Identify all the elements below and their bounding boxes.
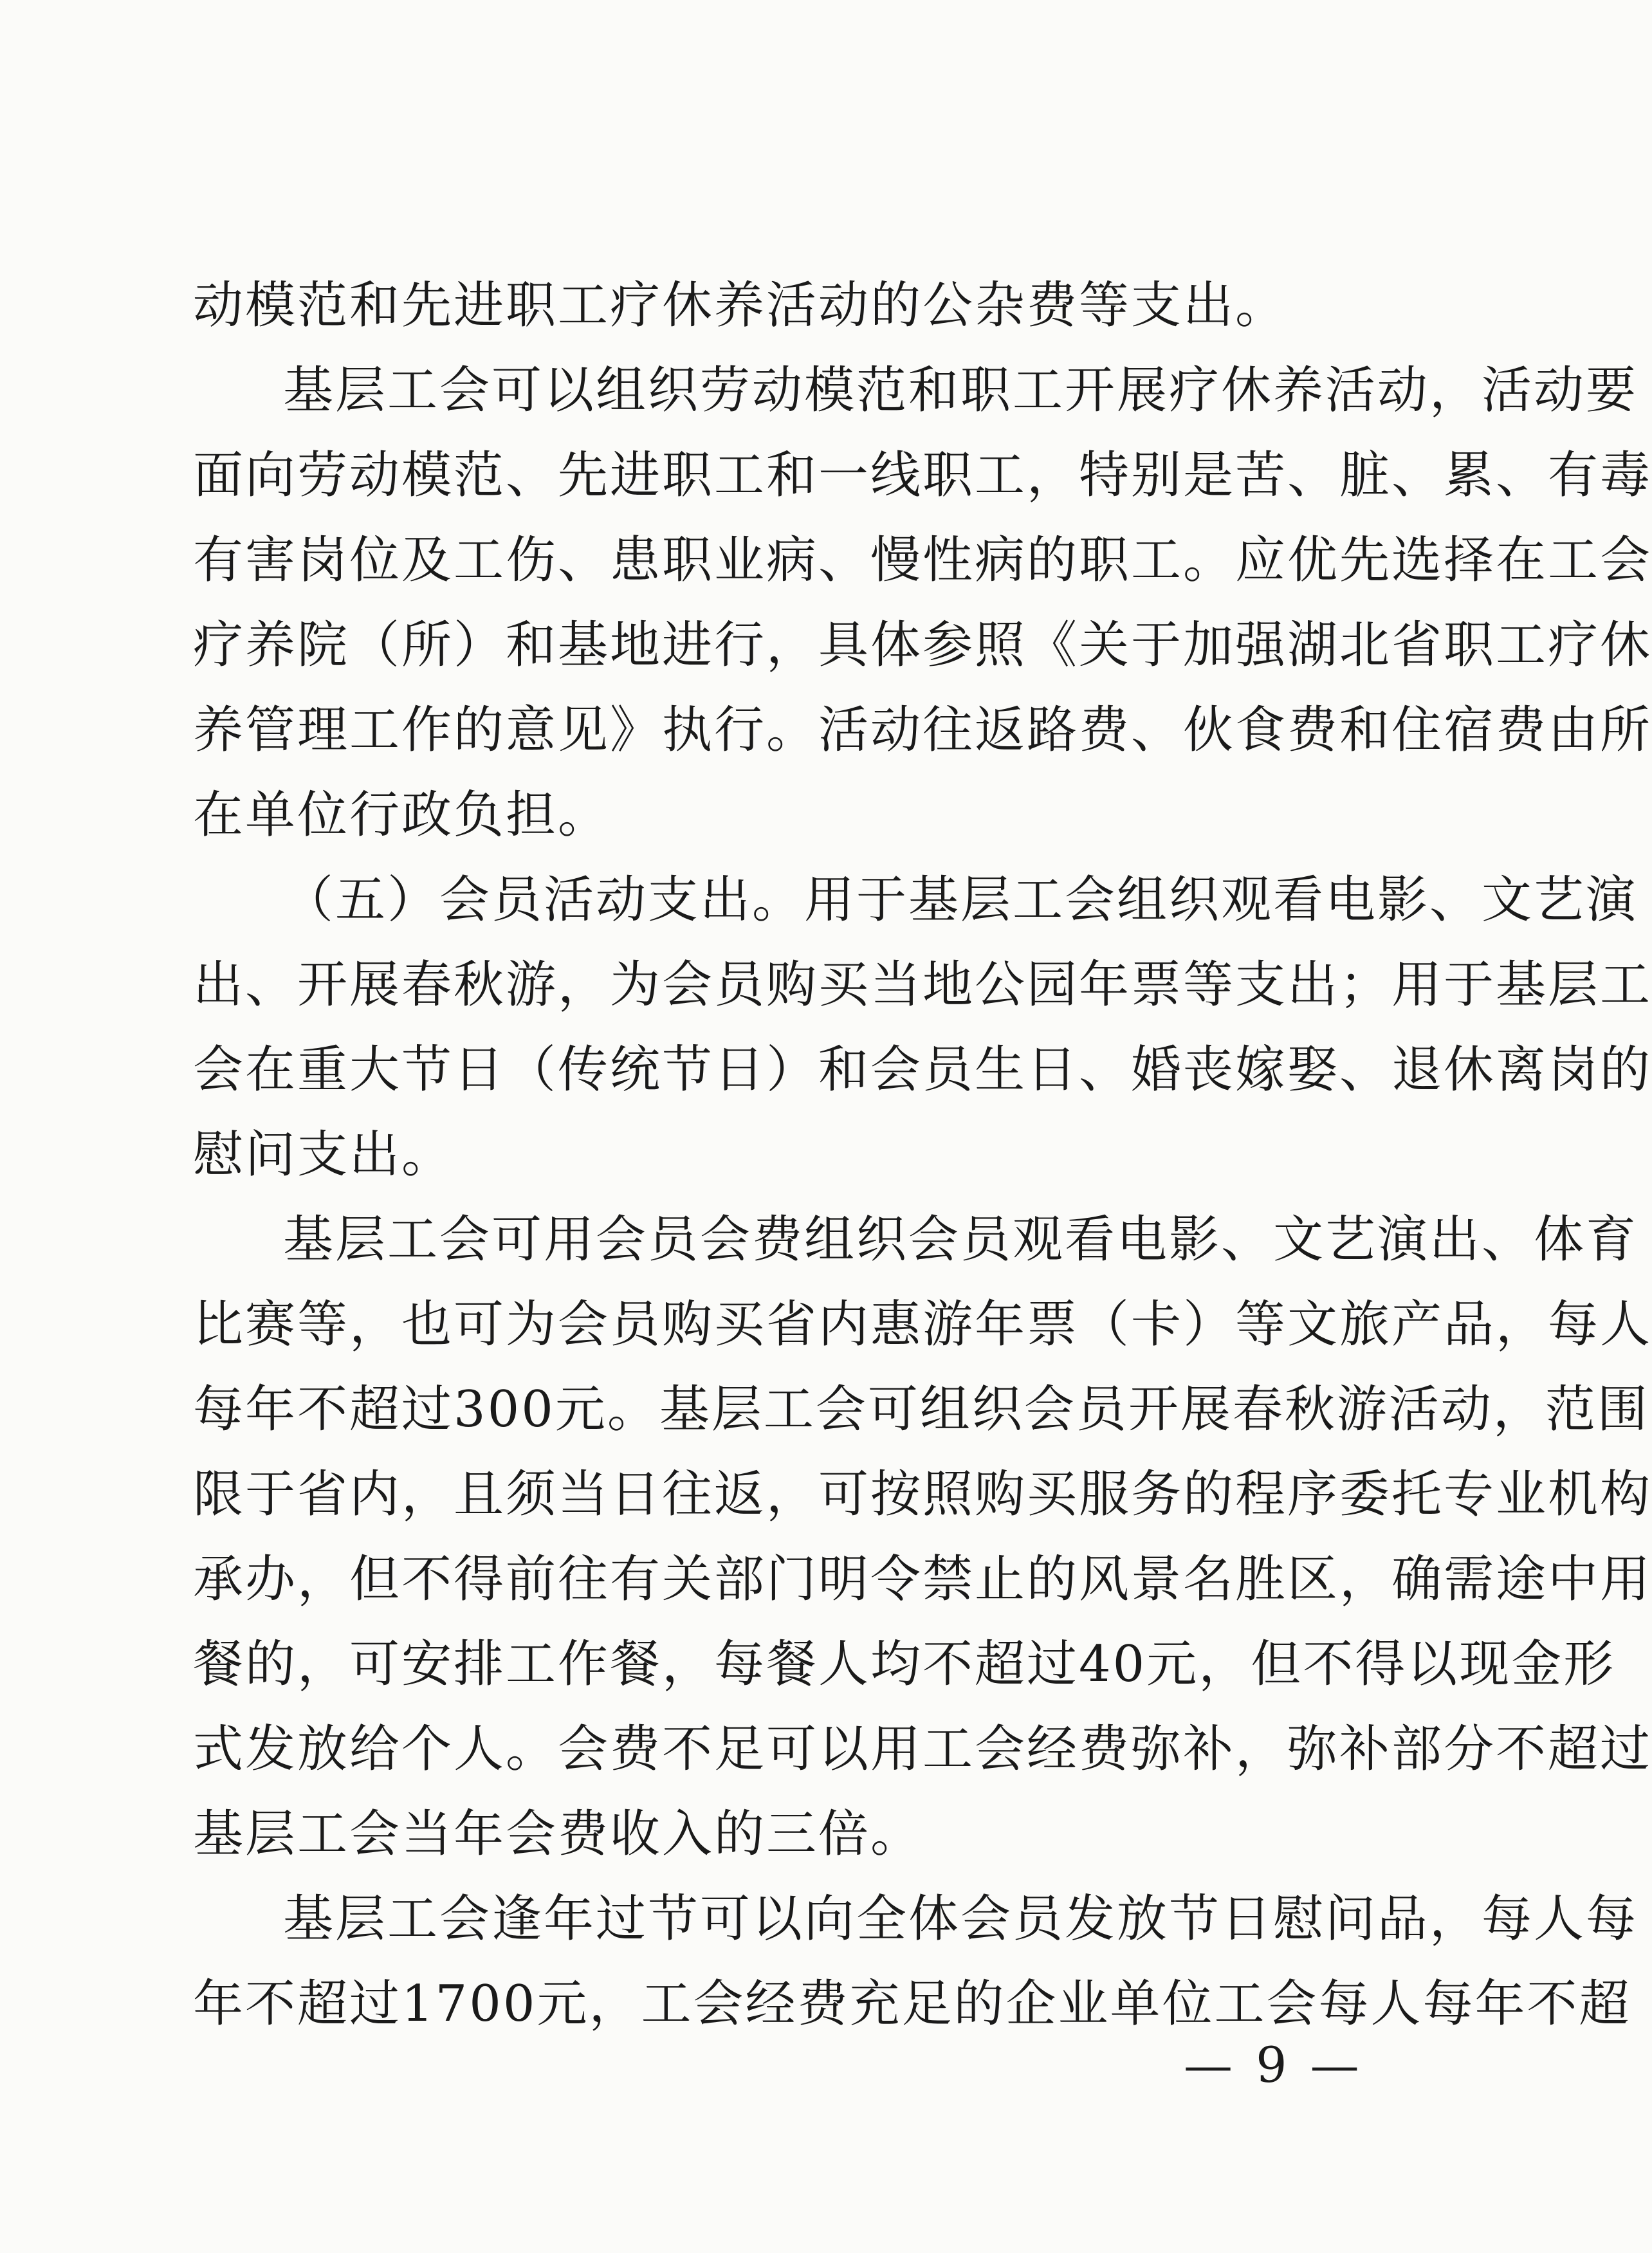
text-line: 限于省内，且须当日往返，可按照购买服务的程序委托专业机构 — [193, 1466, 1652, 1523]
text-line: 疗养院（所）和基地进行，具体参照《关于加强湖北省职工疗休 — [193, 616, 1652, 674]
text-line: 在单位行政负担。 — [193, 786, 610, 844]
text-line: 基层工会当年会费收入的三倍。 — [193, 1805, 923, 1863]
text-line: 比赛等，也可为会员购买省内惠游年票（卡）等文旅产品，每人 — [193, 1296, 1652, 1354]
text-line: 式发放给个人。会费不足可以用工会经费弥补，弥补部分不超过 — [193, 1720, 1652, 1778]
text-line: 慰问支出。 — [193, 1126, 454, 1184]
text-line: 每年不超过300元。基层工会可组织会员开展春秋游活动，范围 — [193, 1381, 1649, 1439]
text-line: 养管理工作的意见》执行。活动往返路费、伙食费和住宿费由所 — [193, 701, 1652, 759]
text-line: 年不超过1700元，工会经费充足的企业单位工会每人每年不超 — [193, 1975, 1631, 2033]
text-line: 动模范和先进职工疗休养活动的公杂费等支出。 — [193, 277, 1288, 335]
section-heading-line: （五）会员活动支出。用于基层工会组织观看电影、文艺演 — [283, 871, 1638, 929]
text-line: 出、开展春秋游，为会员购买当地公园年票等支出；用于基层工 — [193, 956, 1652, 1014]
text-line: 会在重大节日（传统节日）和会员生日、婚丧嫁娶、退休离岗的 — [193, 1041, 1652, 1099]
text-line: 有害岗位及工伤、患职业病、慢性病的职工。应优先选择在工会 — [193, 531, 1652, 589]
text-line: 承办，但不得前往有关部门明令禁止的风景名胜区，确需途中用 — [193, 1550, 1652, 1608]
text-line: 餐的，可安排工作餐，每餐人均不超过40元，但不得以现金形 — [193, 1635, 1616, 1693]
page-number: — 9 — — [1184, 2036, 1363, 2093]
text-line: 面向劳动模范、先进职工和一线职工，特别是苦、脏、累、有毒 — [193, 446, 1652, 504]
paragraph-start-line: 基层工会可用会员会费组织会员观看电影、文艺演出、体育 — [283, 1211, 1638, 1269]
paragraph-start-line: 基层工会可以组织劳动模范和职工开展疗休养活动，活动要 — [283, 362, 1638, 419]
paragraph-start-line: 基层工会逢年过节可以向全体会员发放节日慰问品，每人每 — [283, 1890, 1638, 1948]
